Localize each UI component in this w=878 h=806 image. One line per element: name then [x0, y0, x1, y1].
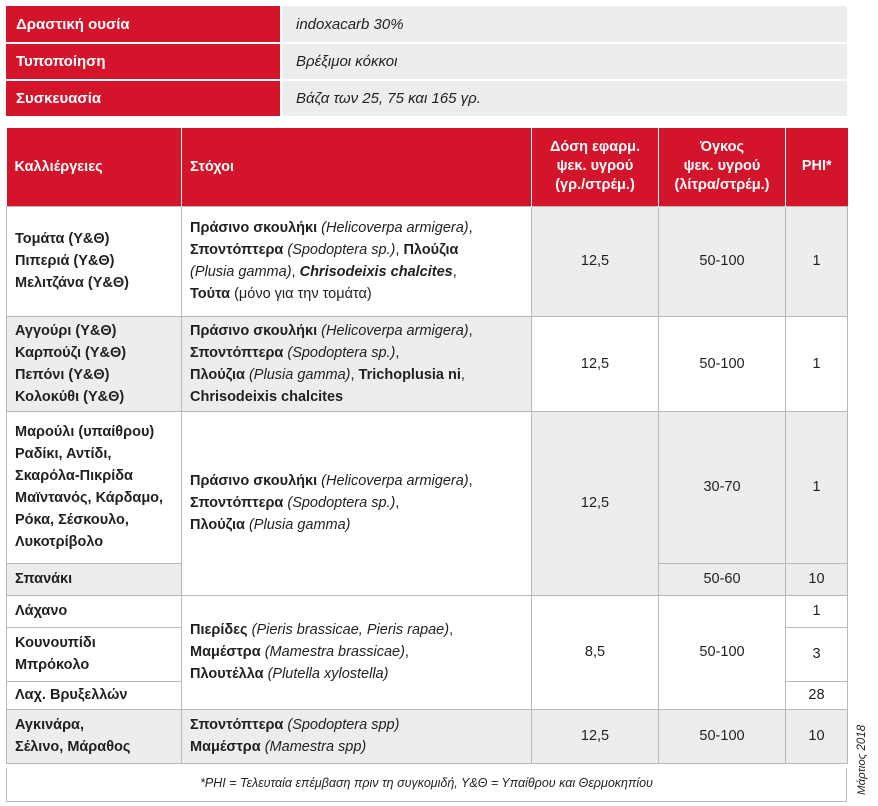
target-common: Πλούζια — [403, 242, 459, 258]
target-latin: (Spodoptera spp) — [283, 717, 400, 733]
crop-name: Αγγούρι (Υ&Θ) — [15, 322, 117, 339]
separator: , — [468, 220, 473, 236]
volume-cell: 50-60 — [659, 563, 786, 595]
info-label: Δραστική ουσία — [6, 6, 281, 43]
separator: , — [395, 344, 400, 361]
crops-cell — [7, 563, 182, 595]
info-value: Βρέξιμοι κόκκοι — [281, 43, 847, 80]
target-latin: (Spodoptera sp.) — [283, 242, 396, 258]
crop-name: Μαϊντανός, Κάρδαμο, — [15, 490, 164, 506]
target-latin: Chrisodeixis chalcites — [299, 264, 453, 280]
dose-cell: 8,5 — [532, 595, 659, 709]
crop-name: Πιπεριά (Υ&Θ) — [15, 253, 115, 269]
crop-name: Λάχανο — [15, 603, 68, 619]
crop-name: Σκαρόλα-Πικρίδα — [15, 468, 133, 484]
target-latin: (Mamestra spp) — [260, 739, 367, 755]
info-value: Βάζα των 25, 75 και 165 γρ. — [281, 80, 847, 117]
crop-name: Κολοκύθι (Υ&Θ) — [15, 388, 125, 405]
table-row — [7, 411, 848, 563]
header-dose — [532, 128, 659, 206]
targets-cell — [182, 595, 532, 709]
target-common: Πράσινο σκουλήκι — [190, 220, 318, 236]
header-dose-line: (γρ./στρέμ.) — [555, 177, 635, 194]
crop-name: Σπανάκι — [15, 571, 73, 587]
separator: , — [452, 264, 457, 280]
crop-name: Κουνουπίδι — [15, 635, 96, 651]
target-common: Πλουτέλλα — [190, 666, 264, 682]
info-row-packaging — [6, 80, 847, 117]
phi-cell: 1 — [786, 411, 848, 563]
phi-cell: 10 — [786, 709, 848, 763]
header-dose-line: Δόση εφαρμ. — [549, 139, 641, 156]
separator: , — [449, 622, 454, 638]
crops-cell — [7, 206, 182, 316]
target-latin: (Plusia gamma) — [190, 264, 292, 280]
phi-cell: 1 — [786, 206, 848, 316]
crop-name: Μπρόκολο — [15, 657, 90, 673]
volume-cell: 50-100 — [659, 709, 786, 763]
crop-name: Ραδίκι, Αντίδι, — [15, 446, 112, 462]
phi-cell: 28 — [786, 681, 848, 709]
crop-name: Σέλινο, Μάραθος — [15, 739, 131, 755]
crop-name: Μαρούλι (υπαίθρου) — [15, 424, 155, 440]
target-common: Μαμέστρα — [190, 644, 261, 660]
crops-cell — [7, 627, 182, 681]
crop-name: Πεπόνι (Υ&Θ) — [15, 366, 110, 383]
crop-name: Ρόκα, Σέσκουλο, — [15, 512, 129, 528]
header-volume-line: Όγκος — [699, 139, 745, 156]
header-volume-line: ψεκ. υγρού — [683, 158, 761, 175]
header-dose-line: ψεκ. υγρού — [556, 158, 634, 175]
phi-cell: 1 — [786, 595, 848, 627]
target-latin: (Mamestra brassicae) — [260, 644, 405, 660]
table-row — [7, 316, 848, 411]
separator: , — [468, 473, 473, 489]
info-value: indoxacarb 30% — [281, 6, 847, 43]
separator: , — [395, 242, 404, 258]
target-note: (μόνο για την τομάτα) — [230, 286, 372, 302]
target-common: Chrisodeixis chalcites — [190, 388, 344, 405]
header-crops: Καλλιέργειες — [7, 128, 182, 206]
target-common: Τούτα — [190, 286, 231, 302]
target-common: Μαμέστρα — [190, 739, 261, 755]
separator: , — [291, 264, 300, 280]
target-latin: (Pieris brassicae, Pieris rapae) — [247, 622, 450, 638]
header-volume — [659, 128, 786, 206]
crop-name: Λυκοτρίβολο — [15, 534, 104, 550]
targets-cell — [182, 206, 532, 316]
targets-cell — [182, 709, 532, 763]
crop-name: Καρπούζι (Υ&Θ) — [15, 344, 127, 361]
target-latin: (Helicoverpa armigera) — [317, 220, 469, 236]
target-common: Πλούζια — [190, 517, 245, 533]
dose-cell: 12,5 — [532, 206, 659, 316]
crops-cell — [7, 681, 182, 709]
table-row — [7, 595, 848, 627]
table-row — [7, 709, 848, 763]
crop-name: Μελιτζάνα (Υ&Θ) — [15, 275, 129, 291]
target-latin: (Plusia gamma) — [244, 366, 351, 383]
target-common: Πλούζια — [190, 366, 245, 383]
crop-name: Λαχ. Βρυξελλών — [15, 687, 128, 703]
separator: , — [460, 366, 465, 383]
header-volume-line: (λίτρα/στρέμ.) — [674, 177, 770, 194]
separator: , — [468, 322, 473, 339]
target-latin: (Plusia gamma) — [244, 517, 351, 533]
header-phi: PHI* — [786, 128, 848, 206]
phi-cell: 10 — [786, 563, 848, 595]
target-common: Σποντόπτερα — [190, 242, 284, 258]
info-label: Τυποποίηση — [6, 43, 281, 80]
info-label: Συσκευασία — [6, 80, 281, 117]
crop-name: Αγκινάρα, — [15, 717, 85, 733]
target-common: Πράσινο σκουλήκι — [190, 473, 318, 489]
target-common: Trichoplusia ni — [358, 366, 461, 383]
volume-cell: 50-100 — [659, 595, 786, 709]
target-common: Πιερίδες — [190, 622, 248, 638]
target-latin: (Plutella xylostella) — [263, 666, 389, 682]
dose-cell: 12,5 — [532, 411, 659, 595]
target-common: Σποντόπτερα — [190, 344, 284, 361]
crops-cell — [7, 316, 182, 411]
volume-cell: 30-70 — [659, 411, 786, 563]
date-side-label: Μάρτιος 2018 — [856, 724, 868, 795]
application-table — [6, 128, 848, 764]
volume-cell: 50-100 — [659, 316, 786, 411]
dose-cell: 12,5 — [532, 709, 659, 763]
crops-cell — [7, 595, 182, 627]
phi-cell: 3 — [786, 627, 848, 681]
header-targets: Στόχοι — [182, 128, 532, 206]
crop-name: Τομάτα (Υ&Θ) — [15, 231, 110, 247]
target-common: Σποντόπτερα — [190, 717, 284, 733]
target-common: Σποντόπτερα — [190, 495, 284, 511]
target-latin: (Helicoverpa armigera) — [317, 322, 469, 339]
target-latin: (Spodoptera sp.) — [283, 495, 396, 511]
separator: , — [350, 366, 359, 383]
crops-cell — [7, 411, 182, 563]
info-row-active-substance — [6, 6, 847, 43]
targets-cell — [182, 316, 532, 411]
target-latin: (Spodoptera sp.) — [283, 344, 396, 361]
dose-cell: 12,5 — [532, 316, 659, 411]
targets-cell — [182, 411, 532, 595]
crops-cell — [7, 709, 182, 763]
phi-cell: 1 — [786, 316, 848, 411]
table-header-row — [7, 128, 848, 206]
product-info-table — [6, 6, 847, 118]
separator: , — [395, 495, 400, 511]
separator: , — [404, 644, 409, 660]
volume-cell: 50-100 — [659, 206, 786, 316]
info-row-formulation — [6, 43, 847, 80]
target-latin: (Helicoverpa armigera) — [317, 473, 469, 489]
table-row — [7, 206, 848, 316]
footnote: *PHI = Τελευταία επέμβαση πριν τη συγκομιδή, Υ&Θ = Υπαίθρου και Θερμοκηπίου — [6, 768, 847, 802]
target-common: Πράσινο σκουλήκι — [190, 322, 318, 339]
